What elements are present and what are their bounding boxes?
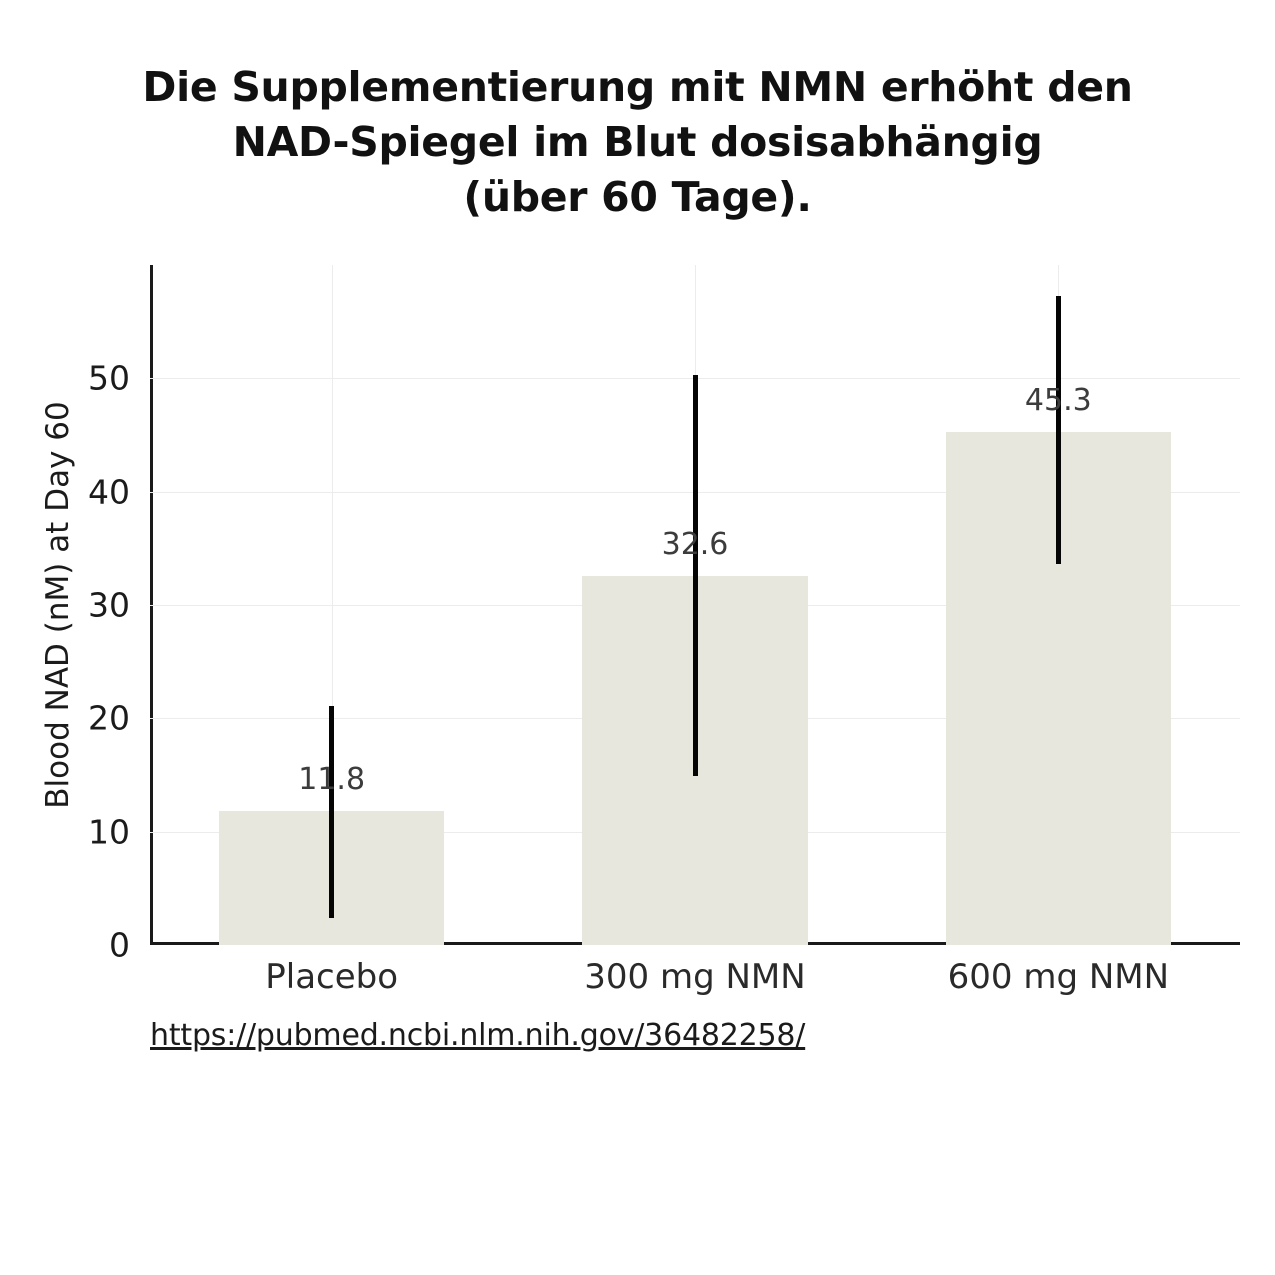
x-axis-tick-label: 600 mg NMN [947,957,1170,997]
source-link[interactable]: https://pubmed.ncbi.nlm.nih.gov/36482258/ [150,1018,806,1053]
y-axis-tick-label: 10 [88,812,130,852]
y-axis-tick-label: 40 [88,472,130,512]
bar-value-label: 45.3 [1024,382,1092,418]
x-axis-tick-label: 300 mg NMN [584,957,806,997]
y-axis-title: Blood NAD (nM) at Day 60 [40,401,76,809]
y-axis-tick-label: 20 [88,698,130,738]
bar-value-label: 32.6 [661,526,729,562]
y-axis-tick-label: 30 [88,585,130,625]
error-bar [693,375,698,776]
y-axis-tick-label: 0 [109,925,130,965]
y-axis-tick-label: 50 [88,358,130,398]
error-bar [1056,296,1061,565]
title-line-1: Die Supplementierung mit NMN erhöht den [142,63,1133,111]
error-bar [329,706,334,918]
title-line-2: NAD-Spiegel im Blut dosisabhängig [232,118,1043,166]
bar-chart [40,265,1240,997]
title-line-3: (über 60 Tage). [463,173,812,221]
x-axis-tick-label: Placebo [265,957,399,997]
page-title [0,60,1275,225]
bar-value-label: 11.8 [298,762,366,798]
plot-area [88,265,1240,997]
